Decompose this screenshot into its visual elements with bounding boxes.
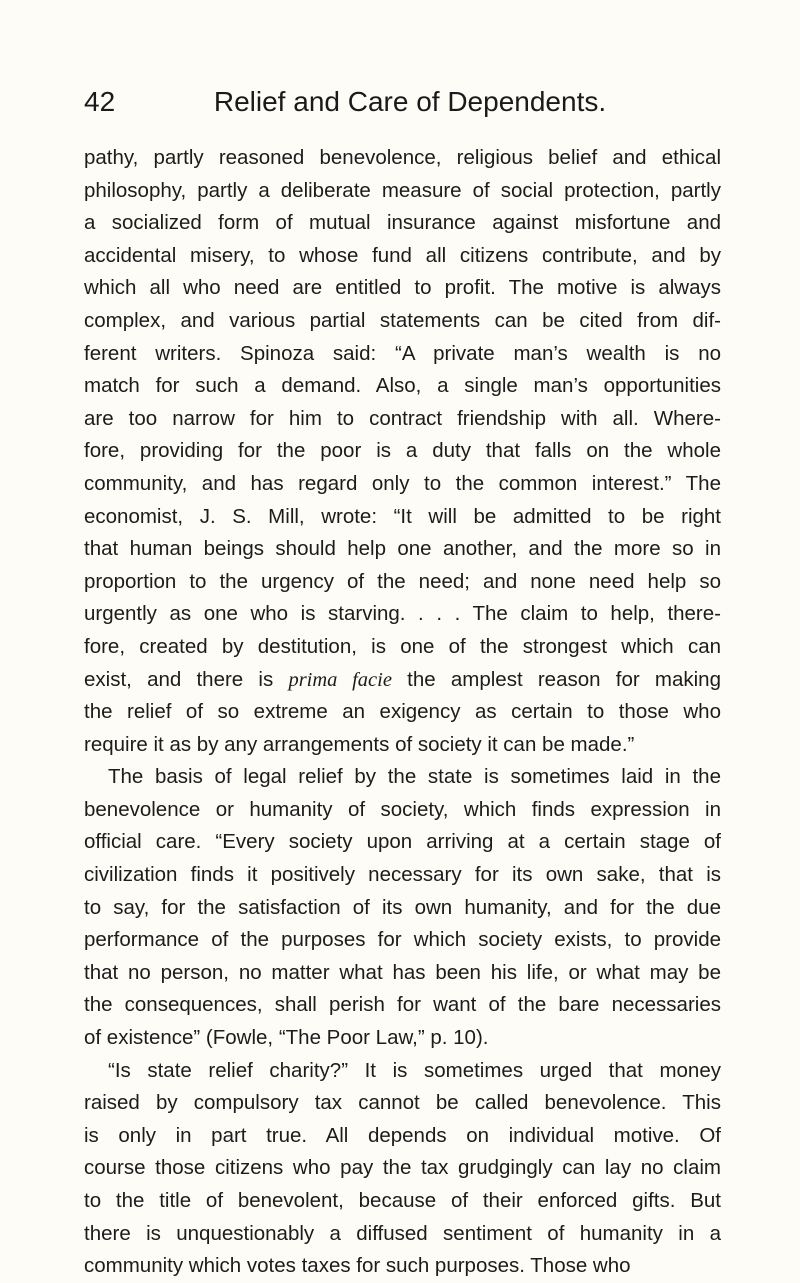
page-header bbox=[0, 82, 800, 122]
text-line: The basis of legal relief by the state is sometimes laid in the bbox=[108, 765, 721, 789]
text-line: to say, for the satisfaction of its own humanity, and for the due bbox=[84, 895, 721, 919]
text-line-with-italic bbox=[84, 664, 721, 697]
text-line: accidental misery, to whose fund all citizens contribute, and by bbox=[84, 243, 721, 267]
text-line: benevolence or humanity of society, which finds expression in bbox=[84, 797, 721, 821]
text-line: fore, created by destitution, is one of the strongest which can bbox=[84, 634, 721, 658]
text-line: are too narrow for him to contract friendship with all. Where- bbox=[84, 406, 721, 430]
text-line: civilization finds it positively necessary for its own sake, that is bbox=[84, 863, 721, 887]
text-line: official care. “Every society upon arriving at a certain stage of bbox=[84, 830, 721, 854]
text-run: exist, and there is bbox=[84, 667, 274, 691]
text-line: community which votes taxes for such purposes. Those who bbox=[84, 1254, 631, 1278]
text-line: the relief of so extreme an exigency as certain to those who bbox=[84, 700, 721, 724]
page-number: 42 bbox=[84, 86, 116, 117]
text-line: urgently as one who is starving. . . . The claim to help, there- bbox=[84, 602, 721, 626]
text-line: course those citizens who pay the tax grudgingly can lay no claim bbox=[84, 1156, 721, 1180]
text-line: there is unquestionably a diffused sentiment of humanity in a bbox=[84, 1221, 721, 1245]
body-text bbox=[84, 142, 721, 1283]
text-line: performance of the purposes for which society exists, to provide bbox=[84, 928, 721, 952]
text-line: pathy, partly reasoned benevolence, religious belief and ethical bbox=[84, 146, 721, 169]
text-line: match for such a demand. Also, a single man’s opportunities bbox=[84, 374, 721, 398]
running-title: Relief and Care of Dependents. bbox=[213, 86, 607, 117]
text-line: philosophy, partly a deliberate measure of social protection, partly bbox=[84, 178, 721, 202]
text-line: of existence” (Fowle, “The Poor Law,” p. 10). bbox=[84, 1026, 489, 1050]
text-run: the amplest reason for making bbox=[407, 667, 721, 691]
text-line: economist, J. S. Mill, wrote: “It will be admitted to be right bbox=[84, 504, 721, 528]
text-line: that no person, no matter what has been his life, or what may be bbox=[84, 960, 721, 984]
text-line: the consequences, shall perish for want of the bare necessaries bbox=[84, 993, 721, 1017]
text-line: to the title of benevolent, because of their enforced gifts. But bbox=[84, 1189, 721, 1212]
text-line: proportion to the urgency of the need; and none need help so bbox=[84, 569, 721, 593]
text-line: is only in part true. All depends on individual motive. Of bbox=[84, 1123, 721, 1147]
text-line: a socialized form of mutual insurance against misfortune and bbox=[84, 211, 721, 235]
text-line: which all who need are entitled to profit. The motive is always bbox=[84, 276, 721, 300]
italic-phrase: prima facie bbox=[288, 668, 392, 691]
text-line: community, and has regard only to the common interest.” The bbox=[84, 471, 721, 495]
text-line: ferent writers. Spinoza said: “A private man’s wealth is no bbox=[84, 341, 721, 365]
text-line: raised by compulsory tax cannot be called benevolence. This bbox=[84, 1091, 721, 1115]
text-line: complex, and various partial statements can be cited from dif- bbox=[84, 308, 721, 332]
text-line: fore, providing for the poor is a duty that falls on the whole bbox=[84, 439, 721, 463]
text-line: “Is state relief charity?” It is sometimes urged that money bbox=[108, 1058, 721, 1082]
text-line: that human beings should help one another, and the more so in bbox=[84, 537, 721, 561]
text-line: require it as by any arrangements of society it can be made.” bbox=[84, 732, 635, 756]
